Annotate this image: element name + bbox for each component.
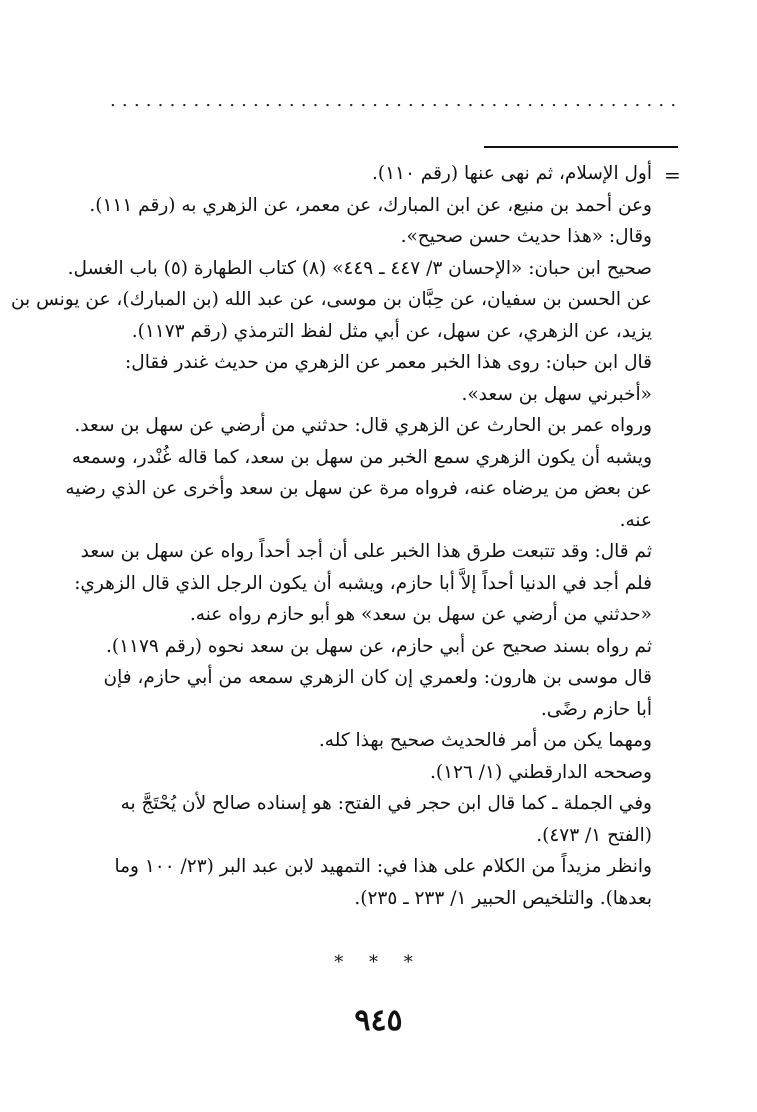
footnote-line: (الفتح ١/ ٤٧٣). <box>536 824 652 846</box>
footnote-body <box>10 158 652 914</box>
footnote-line: صحيح ابن حبان: «الإحسان ٣/ ٤٤٧ ـ ٤٤٩» (٨) كتاب الطهارة (٥) باب الغسل. <box>67 257 652 279</box>
footnote-line: عن الحسن بن سفيان، عن حِبَّان بن موسى، عن عبد الله (بن المبارك)، عن يونس بن <box>10 289 652 310</box>
footnote-line: عن بعض من يرضاه عنه، فرواه مرة عن سهل بن سعد وأخرى عن الذي رضيه <box>65 478 652 499</box>
footnote-line: ومهما يكن من أمر فالحديث صحيح بهذا كله. <box>318 730 652 751</box>
footnote-line: ويشبه أن يكون الزهري سمع الخبر من سهل بن سعد، كما قاله غُنْدر، وسمعه <box>71 446 652 468</box>
footnote-continuation-mark: = <box>664 163 681 187</box>
header-dotted-line: ................................................ <box>110 90 683 111</box>
footnote-line: ثم قال: وقد تتبعت طرق هذا الخبر على أن أجد أحداً رواه عن سهل بن سعد <box>80 541 652 562</box>
footnote-line: يزيد، عن الزهري، عن سهل، عن أبي مثل لفظ الترمذي (رقم ١١٧٣). <box>131 320 652 342</box>
footnote-line: وصححه الدارقطني (١/ ١٢٦). <box>430 761 652 783</box>
footnote-line: قال ابن حبان: روى هذا الخبر معمر عن الزهري من حديث غندر فقال: <box>125 352 652 373</box>
page-number: ٩٤٥ <box>354 1003 403 1038</box>
footnote-line: وقال: «هذا حديث حسن صحيح». <box>400 226 652 247</box>
footnote-line: قال موسى بن هارون: ولعمري إن كان الزهري سمعه من أبي حازم، فإن <box>103 667 652 688</box>
footnote-line: ثم رواه بسند صحيح عن أبي حازم، عن سهل بن سعد نحوه (رقم ١١٧٩). <box>105 635 652 657</box>
section-separator-stars: * * * <box>334 952 423 973</box>
footnote-separator-rule <box>484 146 678 148</box>
footnote-line: أبا حازم رضًى. <box>540 698 652 720</box>
footnote-line: بعدها). والتلخيص الحبير ١/ ٢٣٣ ـ ٢٣٥). <box>354 887 652 909</box>
footnote-line: «أخبرني سهل بن سعد». <box>461 383 652 405</box>
footnote-line: وفي الجملة ـ كما قال ابن حجر في الفتح: هو إسناده صالح لأن يُحْتَجَّ به <box>120 793 652 814</box>
footnote-line: وعن أحمد بن منيع، عن ابن المبارك، عن معمر، عن الزهري به (رقم ١١١). <box>89 194 652 216</box>
footnote-line: وانظر مزيداً من الكلام على هذا في: التمهيد لابن عبد البر (٢٣/ ١٠٠ وما <box>114 856 652 877</box>
footnote-line: عنه. <box>619 509 652 531</box>
footnote-line: ورواه عمر بن الحارث عن الزهري قال: حدثني من أرضي عن سهل بن سعد. <box>74 415 652 436</box>
footnote-line: «حدثني من أرضي عن سهل بن سعد» هو أبو حازم رواه عنه. <box>189 604 652 625</box>
footnote-line: فلم أجد في الدنيا أحداً إلاَّ أبا حازم، ويشبه أن يكون الرجل الذي قال الزهري: <box>74 572 652 594</box>
footnote-line: أول الإسلام، ثم نهى عنها (رقم ١١٠). <box>371 163 652 184</box>
